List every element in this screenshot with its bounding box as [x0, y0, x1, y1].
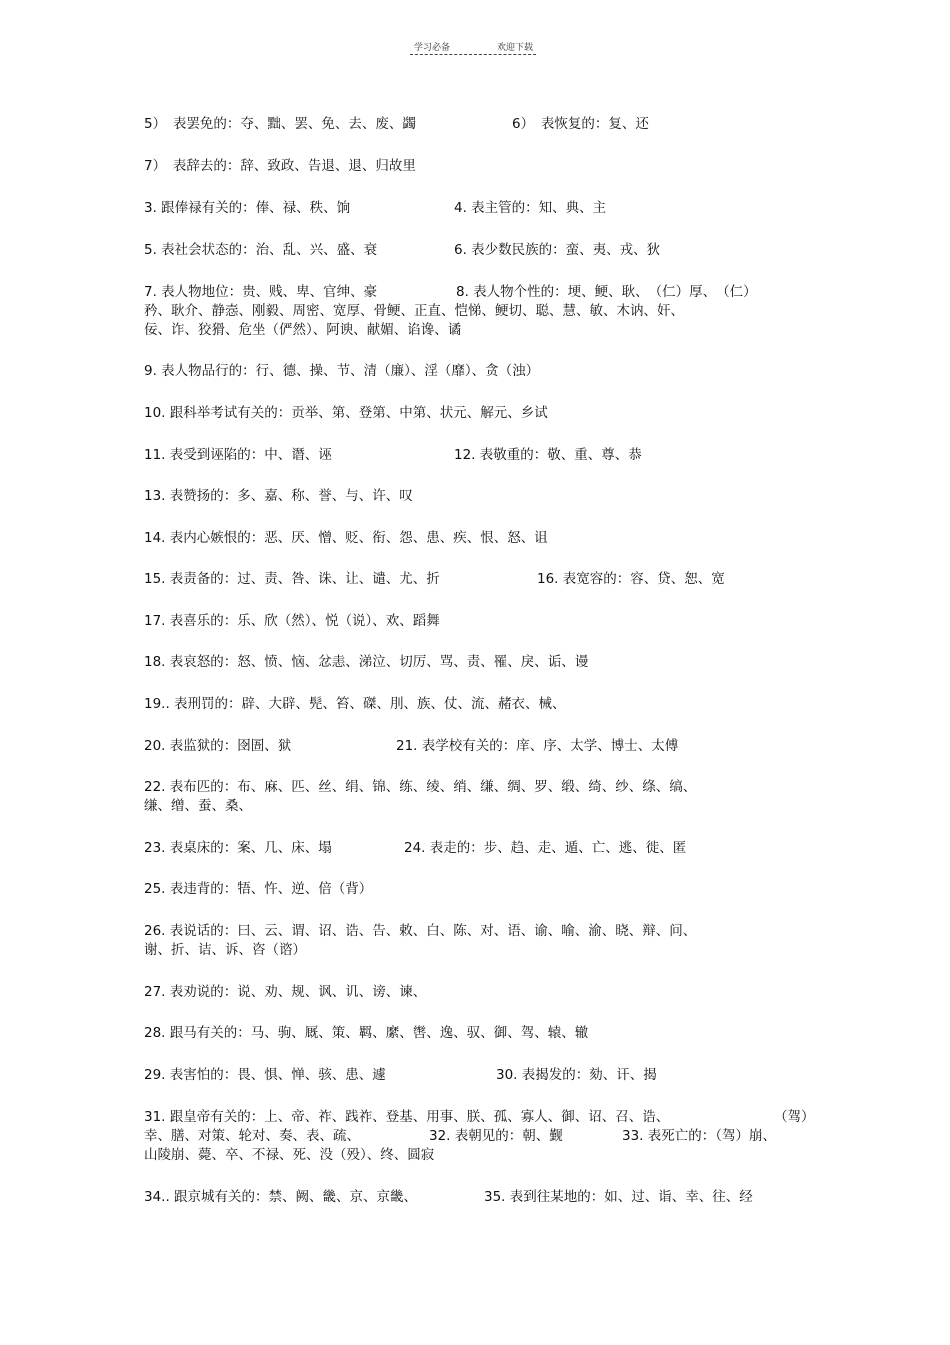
text-segment: 9. 表人物品行的：行、德、操、节、清（廉）、淫（靡）、贪（浊）: [144, 363, 540, 379]
text-segment: 30. 表揭发的：劾、讦、揭: [496, 1067, 657, 1083]
text-segment: 山陵崩、薨、卒、不禄、死、没（殁）、终、圆寂: [144, 1147, 435, 1163]
text-segment: 17. 表喜乐的：乐、欣（然）、悦（说）、欢、蹈舞: [144, 613, 440, 629]
text-segment: 14. 表内心嫉恨的：恶、厌、憎、贬、衔、怨、患、疾、恨、怒、诅: [144, 530, 548, 546]
text-segment: 佞、诈、狡猾、危坐（俨然）、阿谀、献媚、谄谗、谲: [144, 322, 462, 338]
text-segment: （驾）: [774, 1109, 815, 1125]
text-segment: 21. 表学校有关的：庠、序、太学、博士、太傅: [396, 738, 679, 754]
text-segment: 8. 表人物个性的：埂、鲠、耿、 （仁）厚、 （仁）: [456, 284, 757, 300]
text-segment: 35. 表到往某地的：如、过、诣、幸、往、经: [484, 1189, 753, 1205]
text-segment: 谢、折、诘、诉、咨（谘）: [144, 942, 306, 958]
text-segment: 6. 表少数民族的：蛮、夷、戎、狄: [454, 242, 661, 258]
text-segment: 5） 表罢免的：夺、黜、罢、免、去、废、蠲: [144, 116, 416, 132]
text-segment: 24. 表走的：步、趋、走、遁、亡、逃、徙、匿: [404, 840, 687, 856]
text-segment: 18. 表哀怒的：怒、愤、恼、忿恚、涕泣、切厉、骂、责、罹、戾、诟、谩: [144, 654, 589, 670]
text-segment: 5. 表社会状态的：治、乱、兴、盛、衰: [144, 242, 378, 258]
text-segment: 12. 表敬重的：敬、重、尊、恭: [454, 447, 642, 463]
text-segment: 20. 表监狱的：囹圄、狱: [144, 738, 292, 754]
text-segment: 4. 表主管的：知、典、主: [454, 200, 607, 216]
text-segment: 19.. 表刑罚的：辟、大辟、髡、笞、磔、刖、族、仗、流、赭衣、械、: [144, 696, 566, 712]
text-segment: 27. 表劝说的：说、劝、规、讽、讥、谤、谏、: [144, 984, 427, 1000]
text-segment: 7） 表辞去的：辞、致政、告退、退、归故里: [144, 158, 416, 174]
text-segment: 13. 表赞扬的：多、嘉、称、誉、与、许、叹: [144, 488, 413, 504]
header-left-text: 学习必备: [414, 43, 451, 53]
text-segment: 28. 跟马有关的：马、驹、厩、策、羁、縻、辔、逸、驭、御、驾、辕、辙: [144, 1025, 589, 1041]
text-segment: 矜、耿介、静悫、刚毅、周密、宽厚、骨鲠、正直、恺悌、鲠切、聪、慧、敏、木讷、奸、: [144, 303, 684, 319]
text-segment: 6） 表恢复的：复、还: [512, 116, 649, 132]
header-right-text: 欢迎下载: [497, 43, 534, 53]
text-segment: 缣、缯、蚕、桑、: [144, 798, 252, 814]
text-segment: 3. 跟俸禄有关的：俸、禄、秩、饷: [144, 200, 351, 216]
text-segment: 7. 表人物地位：贵、贱、卑、官绅、豪: [144, 284, 378, 300]
text-segment: 11. 表受到诬陷的：中、谮、诬: [144, 447, 332, 463]
text-segment: 26. 表说话的：曰、云、谓、诏、诰、告、敕、白、陈、对、语、谕、喻、渝、晓、辩、问、: [144, 923, 697, 939]
header-divider: [410, 54, 536, 55]
text-segment: 10. 跟科举考试有关的：贡举、第、登第、中第、状元、解元、乡试: [144, 405, 548, 421]
text-segment: 22. 表布匹的：布、麻、匹、丝、绢、锦、练、绫、绡、缣、绸、罗、缎、绮、纱、绦、缟、: [144, 779, 697, 795]
text-segment: 幸、膳、对策、轮对、奏、表、疏、: [144, 1128, 360, 1144]
text-segment: 33. 表死亡的：（驾）崩、: [622, 1128, 777, 1144]
text-segment: 29. 表害怕的：畏、惧、惮、骇、患、遽: [144, 1067, 386, 1083]
page-header: [0, 40, 950, 60]
text-segment: 16. 表宽容的：容、贷、恕、宽: [537, 571, 725, 587]
text-segment: 31. 跟皇帝有关的：上、帝、祚、践祚、登基、用事、朕、孤、寡人、御、诏、召、诰、: [144, 1109, 670, 1125]
text-segment: 23. 表桌床的：案、几、床、塌: [144, 840, 332, 856]
text-segment: 32. 表朝见的：朝、觐: [429, 1128, 563, 1144]
text-segment: 15. 表责备的：过、责、咎、诛、让、谴、尤、折: [144, 571, 440, 587]
text-segment: 34.. 跟京城有关的：禁、阙、畿、京、京畿、: [144, 1189, 418, 1205]
text-segment: 25. 表违背的：牾、忤、逆、倍（背）: [144, 881, 373, 897]
